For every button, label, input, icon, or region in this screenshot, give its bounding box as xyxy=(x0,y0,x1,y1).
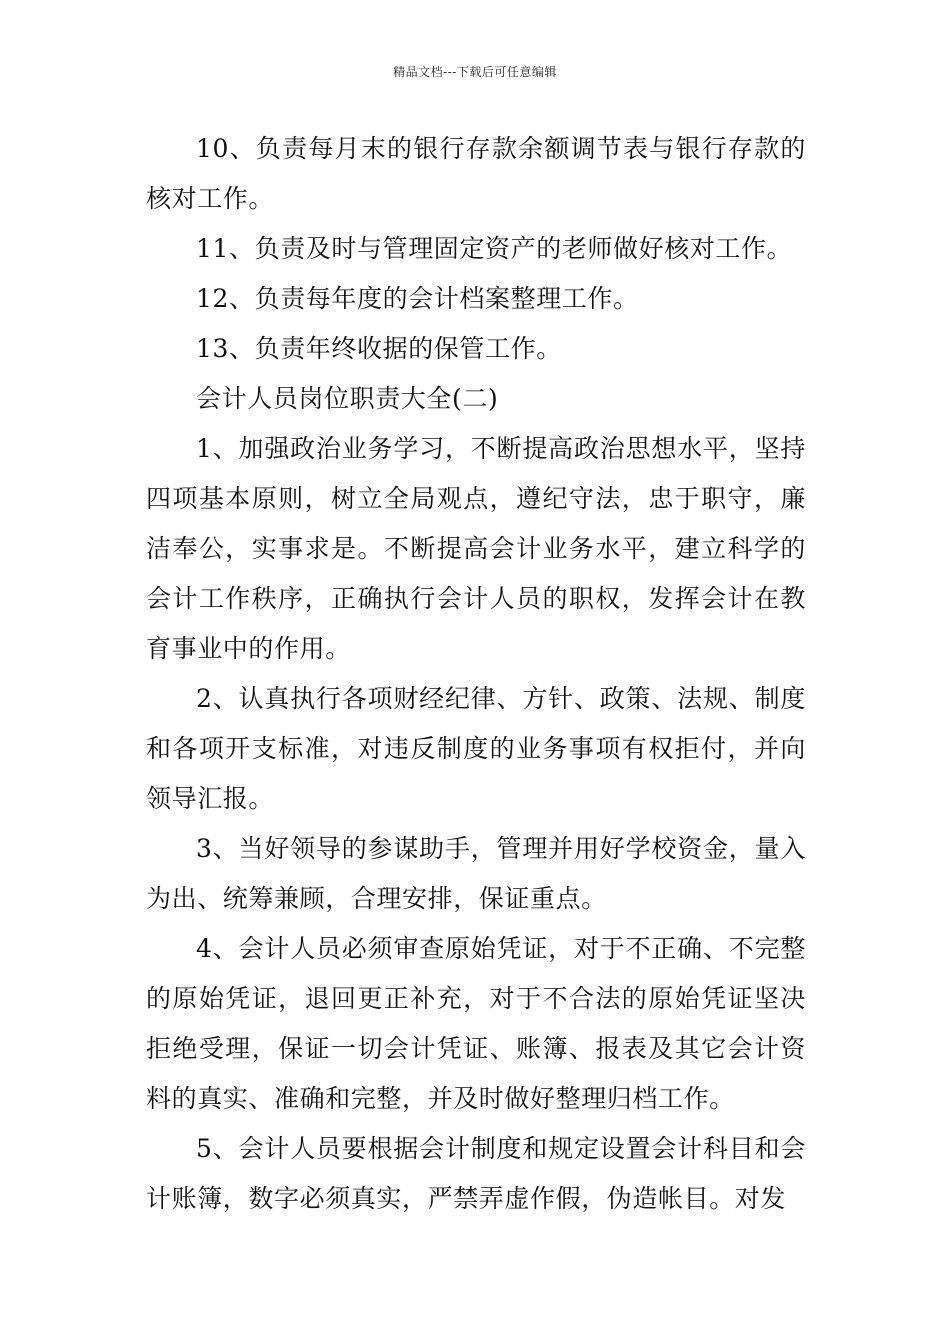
paragraph-item-2: 2、认真执行各项财经纪律、方针、政策、法规、制度和各项开支标准，对违反制度的业务事项有权拒付，并向领导汇报。 xyxy=(146,684,806,813)
page-header: 精品文档---下载后可任意编辑 xyxy=(393,65,557,79)
document-body xyxy=(146,124,806,1224)
paragraph-item-11: 11、负责及时与管理固定资产的老师做好核对工作。 xyxy=(196,234,793,263)
paragraph-item-5: 5、会计人员要根据会计制度和规定设置会计科目和会计账簿，数字必须真实，严禁弄虚作假，伪造帐目。对发 xyxy=(146,1134,806,1213)
paragraph-item-3: 3、当好领导的参谋助手，管理并用好学校资金，量入为出、统筹兼顾，合理安排，保证重点。 xyxy=(146,834,806,913)
paragraph-item-12: 12、负责每年度的会计档案整理工作。 xyxy=(196,284,639,313)
paragraph-item-10: 10、负责每月末的银行存款余额调节表与银行存款的核对工作。 xyxy=(146,134,806,213)
section-heading: 会计人员岗位职责大全(二) xyxy=(196,384,499,413)
paragraph-item-13: 13、负责年终收据的保管工作。 xyxy=(196,334,562,363)
paragraph-item-4: 4、会计人员必须审查原始凭证，对于不正确、不完整的原始凭证，退回更正补充，对于不合法的原始凭证坚决拒绝受理，保证一切会计凭证、账簿、报表及其它会计资料的真实、准确和完整，并及时做好整理归档工作。 xyxy=(146,934,806,1113)
paragraph-item-1: 1、加强政治业务学习，不断提高政治思想水平，坚持四项基本原则，树立全局观点，遵纪守法，忠于职守，廉洁奉公，实事求是。不断提高会计业务水平，建立科学的会计工作秩序，正确执行会计人员的职权，发挥会计在教育事业中的作用。 xyxy=(146,434,806,663)
